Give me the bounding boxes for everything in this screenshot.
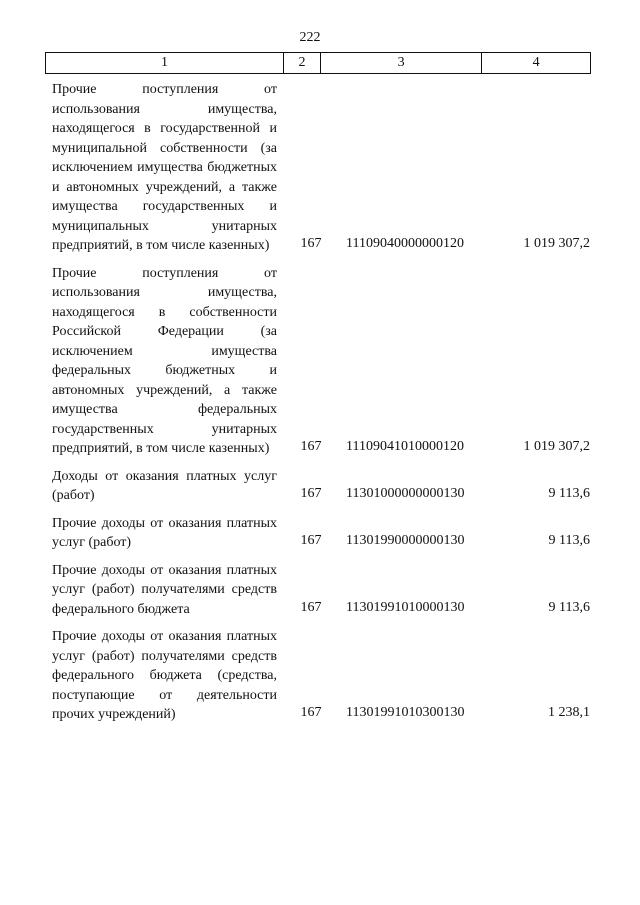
page-number: 222	[299, 30, 321, 45]
row-amount: 1 019 307,2	[523, 439, 590, 454]
row-amount: 9 113,6	[548, 533, 590, 548]
table-row	[0, 264, 640, 459]
row-budget-code: 11301991010300130	[346, 705, 465, 720]
row-budget-code: 11301990000000130	[346, 533, 465, 548]
header-col-1: 1	[46, 53, 284, 74]
table-header-row	[46, 53, 591, 74]
row-amount: 9 113,6	[548, 486, 590, 501]
row-admin-code: 167	[300, 439, 322, 454]
row-description: Прочие доходы от оказания платных услуг (работ) получателями средств федерального бюджета	[52, 562, 277, 617]
table-header	[45, 52, 591, 74]
row-budget-code: 11301000000000130	[346, 486, 465, 501]
row-admin-code: 167	[300, 236, 322, 251]
row-budget-code: 11109040000000120	[346, 236, 464, 251]
row-description: Прочие поступления от использования имущества, находящегося в государственной и муниципальной собственности (за исключением имущества бюджетных и автономных учреждений, а также имущества государственных и муниципальных унитарных предприятий, в том числе казенных)	[52, 82, 277, 253]
row-description: Прочие поступления от использования имущества, находящегося в собственности Российской Федерации (за исключением имущества федеральных бюджетных и автономных учреждений, а также имущества федеральных государственных унитарных предприятий, в том числе казенных)	[52, 265, 277, 456]
table-body	[0, 80, 640, 733]
row-description: Доходы от оказания платных услуг (работ)	[52, 468, 277, 503]
row-amount: 9 113,6	[548, 599, 590, 615]
row-admin-code: 167	[300, 533, 322, 548]
header-col-2: 2	[284, 53, 321, 74]
row-amount: 1 238,1	[548, 705, 590, 720]
table-row	[0, 80, 640, 256]
header-col-4: 4	[482, 53, 591, 74]
row-budget-code: 11301991010000130	[346, 599, 465, 615]
row-description: Прочие доходы от оказания платных услуг (работ) получателями средств федерального бюджета (средства, поступающие от деятельности прочих учреждений)	[52, 629, 277, 722]
row-description: Прочие доходы от оказания платных услуг (работ)	[52, 515, 277, 550]
table-row	[0, 561, 640, 620]
table-row	[0, 627, 640, 725]
table-row	[0, 467, 640, 506]
row-admin-code: 167	[300, 705, 322, 720]
row-budget-code: 11109041010000120	[346, 439, 464, 454]
row-admin-code: 167	[300, 486, 322, 501]
row-amount: 1 019 307,2	[523, 236, 590, 251]
header-col-3: 3	[320, 53, 481, 74]
table-row	[0, 514, 640, 553]
row-admin-code: 167	[300, 599, 322, 615]
